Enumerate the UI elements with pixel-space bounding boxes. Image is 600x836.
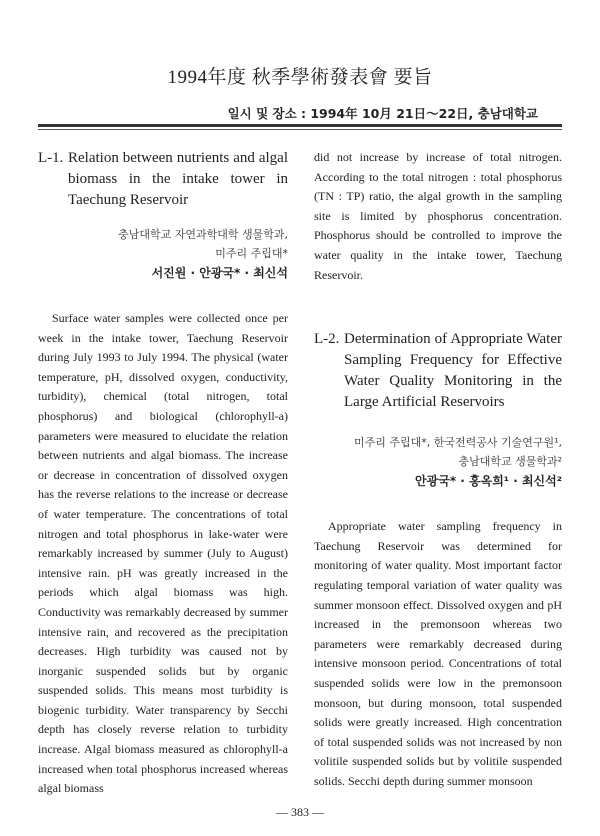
article-2-number: L-2.	[314, 331, 340, 348]
article-2-affiliation-line1: 미주리 주립대*, 한국전력공사 기술연구원¹,	[353, 436, 562, 450]
article-1-affiliation-line1: 충남대학교 자연과학대학 생물학과,	[118, 228, 288, 241]
article-1-abstract-continued: did not increase by increase of total nitrogen. According to the total nitrogen : total phosphorus (TN : TP) ratio, the algal growth in the sampling site is limited by phosphorus concentration. Phosphorus should be controlled to improve the water quality in the intake tower, Taechung Reservoir.	[314, 150, 562, 282]
meeting-info: 일시 및 장소 : 1994年 10月 21日～22日, 충남대학교	[227, 106, 538, 121]
article-1-number: L-1.	[38, 150, 64, 166]
article-1-abstract-part2	[314, 148, 562, 285]
article-1-authors: 서진원 · 안광국* · 최신석	[151, 266, 288, 280]
article-1-affiliation-line2: 미주리 주립대*	[215, 247, 288, 260]
page-title: 1994年度 秋季學術發表會 要旨	[167, 67, 433, 88]
article-1-title-text: Relation between nutrients and algal biomass in the intake tower in Taechung Reservoir	[68, 150, 288, 208]
article-2-authors: 안광국* · 홍옥희¹ · 최신석²	[415, 474, 562, 489]
right-column	[314, 148, 562, 791]
article-1-abstract-part1	[38, 309, 288, 799]
left-column	[38, 148, 288, 799]
article-2-title	[314, 329, 562, 413]
article-1-abstract-text: Surface water samples were collected once per week in the intake tower, Taechung Reservoir during July 1993 to July 1994. The physical (water temperature, pH, dissolved oxygen, conductivity, turbidity), chemical (total nitrogen, total phosphorus) and biological (chlorophyll-a) parameters were measured to elucidate the relation between nutrients and algal biomass. The increase or decrease in concentration of dissolved oxygen has the reverse relations to the increase or decrease of water temperature. The concentrations of total nitrogen and total phosphorus in lake-water were remarkably increased by summer (July to August) intensive rain. pH was greatly increased in the periods which algal biomass was high. Conductivity was remarkably decreased by summer intensive rain, and recovered as the precipitation decreases. High turbidity was caused not by inorganic suspended solids but by organic suspended solids. This means most turbidity is biogenic turbidity. Water transparency by Secchi depth has closely reverse relation to turbidity increase. Algal biomass measured as chlorophyll-a increased when total phosphorus increased whereas algal biomass	[38, 311, 288, 796]
article-2-abstract-text: Appropriate water sampling frequency in Taechung Reservoir was determined for monitoring of water quality. Most important factor regulating temporal variation of water quality was summer monsoon effect. Dissolved oxygen and pH increased in the premonsoon whereas two parameters were remarkably decreased during intensive monsoon period. Concentrations of total suspended solids were low in the premonsoon monsoon, but during monsoon, total suspended solids were greatly increased. High concentration of total suspended solids was not increased by non volitile suspended solids but by volitile suspended solids. Secchi depth during summer monsoon	[314, 519, 562, 788]
article-2-title-text: Determination of Appropriate Water Sampling Frequency for Effective Water Quality Monitoring in the Large Artificial Reservoirs	[344, 331, 562, 411]
article-2-affiliation-line2: 충남대학교 생물학과²	[458, 455, 562, 469]
header-rule-thick	[38, 124, 562, 127]
header-rule-thin	[38, 129, 562, 130]
article-2-abstract	[314, 517, 562, 791]
page-number: — 383 —	[276, 805, 324, 819]
article-1-title	[38, 148, 288, 211]
